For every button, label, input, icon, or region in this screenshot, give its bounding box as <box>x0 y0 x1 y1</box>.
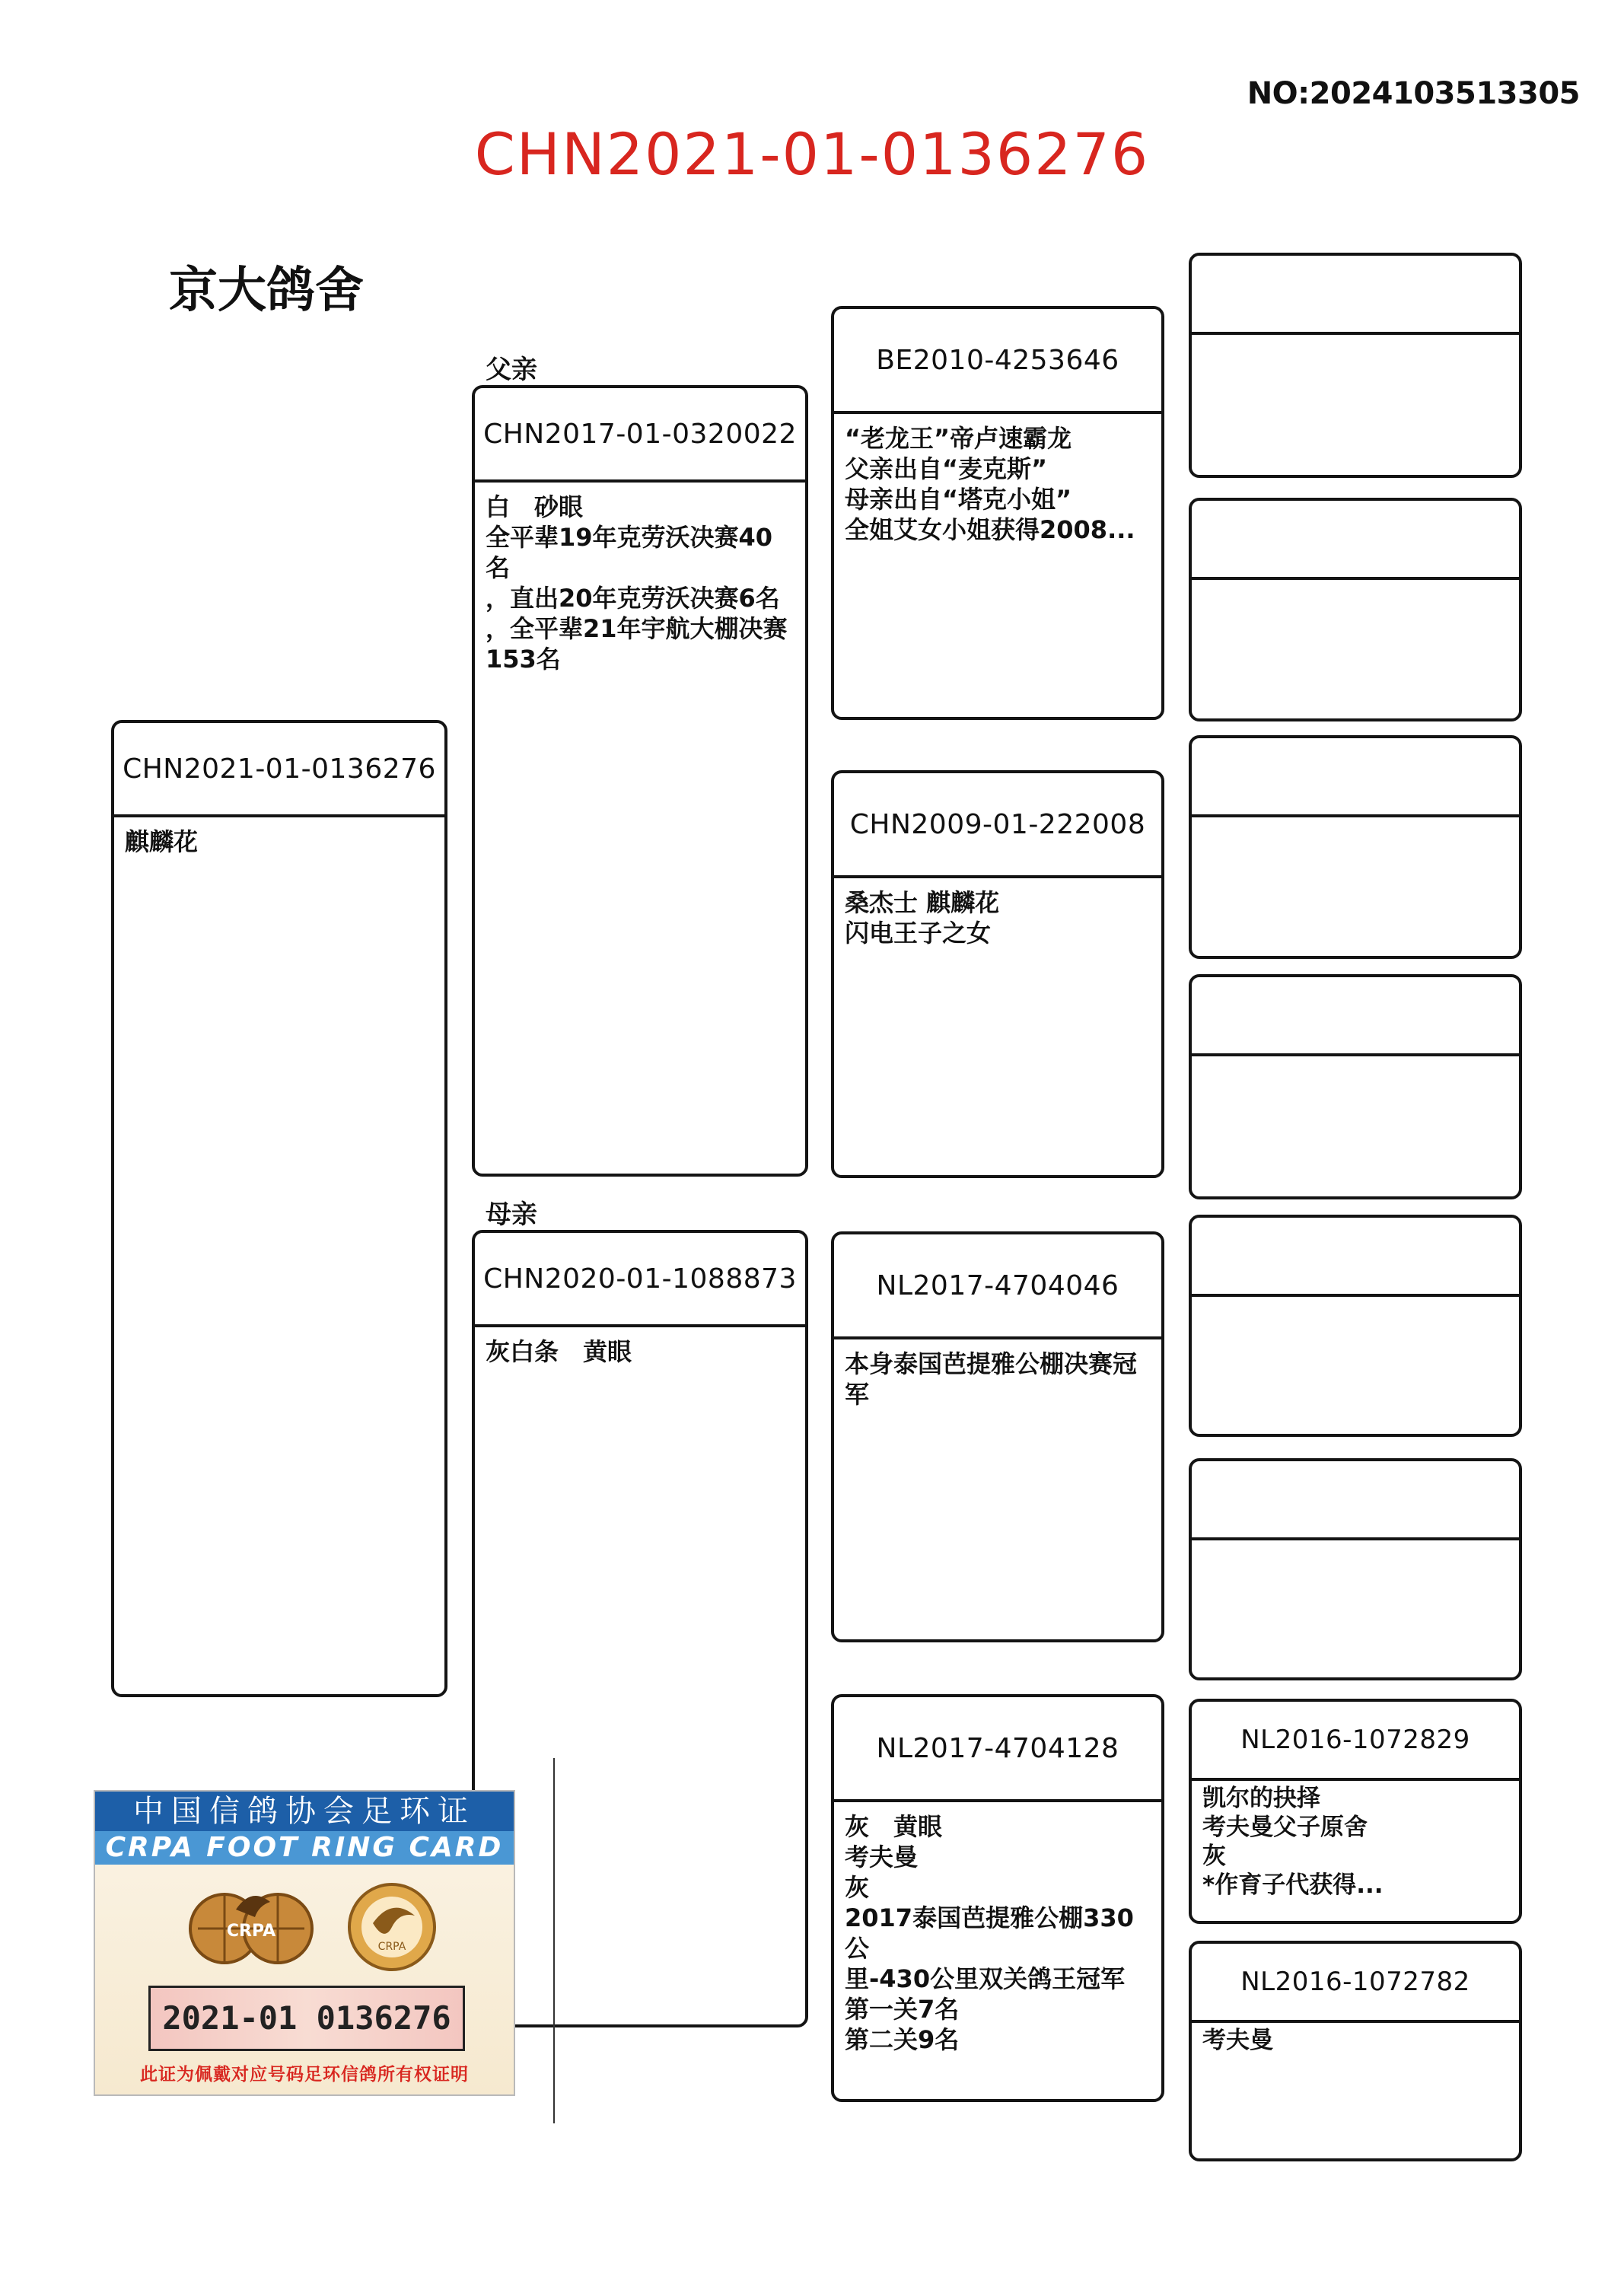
gen4-notes-5 <box>1192 1297 1519 1303</box>
mother-ring: CHN2020-01-1088873 <box>475 1233 805 1327</box>
gen3-notes-1: “老龙王”帝卢速霸龙 父亲出自“麦克斯” 母亲出自“塔克小姐” 全姐艾女小姐获得2008... <box>845 424 1135 544</box>
gen4-ring-7: NL2016-1072829 <box>1192 1702 1519 1781</box>
crpa-seal-logo-text: CRPA <box>377 1941 406 1953</box>
gen4-notes-6 <box>1192 1540 1519 1546</box>
crpa-globe-logo-icon <box>183 1883 320 1967</box>
gen4-notes-8: 考夫曼 <box>1202 2027 1273 2054</box>
loft-name: 京大鸽舍 <box>169 263 364 319</box>
ring-card <box>94 1790 515 2096</box>
gen4-box-2 <box>1189 498 1522 721</box>
ring-card-number: 2021-01 0136276 <box>162 1999 451 2037</box>
gen3-ring-1: BE2010-4253646 <box>834 309 1161 414</box>
gen4-box-8 <box>1189 1941 1522 2161</box>
father-label: 父亲 <box>486 355 537 385</box>
gen3-notes-4: 灰 黄眼 考夫曼 灰 2017泰国芭提雅公棚330公 里-430公里双关鸽王冠军 第一关7名 第二关9名 <box>845 1812 1134 2054</box>
gen3-notes-2: 桑杰士 麒麟花 闪电王子之女 <box>845 888 1000 948</box>
crpa-globe-logo-text: CRPA <box>226 1922 276 1941</box>
gen3-box-3 <box>831 1231 1164 1642</box>
gen4-notes-7: 凯尔的抉择 考夫曼父子原舍 灰 *作育子代获得... <box>1202 1785 1384 1899</box>
ring-card-title-en: CRPA FOOT RING CARD <box>95 1831 514 1865</box>
ring-card-note: 此证为佩戴对应号码足环信鸽所有权证明 <box>140 2065 469 2085</box>
father-notes: 白 砂眼 全平辈19年克劳沃决赛40名 ，直出20年克劳沃决赛6名 ，全平辈21年宇航大棚决赛 153名 <box>486 492 788 674</box>
subject-notes: 麒麟花 <box>125 827 199 856</box>
gen4-ring-5 <box>1192 1218 1519 1297</box>
gen4-ring-8: NL2016-1072782 <box>1192 1944 1519 2023</box>
gen4-box-4 <box>1189 974 1522 1199</box>
gen4-ring-6 <box>1192 1461 1519 1540</box>
gen3-ring-3: NL2017-4704046 <box>834 1234 1161 1339</box>
gen3-box-4 <box>831 1694 1164 2102</box>
document-number: NO:2024103513305 <box>1247 76 1580 111</box>
gen3-box-1 <box>831 306 1164 720</box>
gen4-notes-1 <box>1192 335 1519 341</box>
gen4-box-3 <box>1189 735 1522 959</box>
gen4-box-6 <box>1189 1458 1522 1680</box>
gen4-ring-4 <box>1192 977 1519 1056</box>
gen4-ring-3 <box>1192 738 1519 817</box>
gen3-box-2 <box>831 770 1164 1178</box>
mother-label: 母亲 <box>486 1199 537 1230</box>
gen4-ring-2 <box>1192 501 1519 580</box>
crpa-seal-logo-icon <box>346 1881 438 1973</box>
subject-ring: CHN2021-01-0136276 <box>114 723 444 817</box>
ring-card-number-box <box>148 1986 465 2051</box>
gen3-notes-3: 本身泰国芭提雅公棚决赛冠 军 <box>845 1349 1138 1409</box>
father-box <box>472 385 808 1177</box>
gen4-box-7 <box>1189 1699 1522 1924</box>
gen4-notes-3 <box>1192 817 1519 823</box>
gen4-box-1 <box>1189 253 1522 478</box>
gen4-box-5 <box>1189 1215 1522 1437</box>
scan-edge-line <box>553 1758 555 2123</box>
gen3-ring-4: NL2017-4704128 <box>834 1697 1161 1802</box>
gen4-ring-1 <box>1192 256 1519 335</box>
subject-box <box>111 720 447 1697</box>
gen3-ring-2: CHN2009-01-222008 <box>834 773 1161 878</box>
gen4-notes-4 <box>1192 1056 1519 1062</box>
father-ring: CHN2017-01-0320022 <box>475 388 805 483</box>
main-ring-number: CHN2021-01-0136276 <box>474 120 1150 188</box>
gen4-notes-2 <box>1192 580 1519 586</box>
mother-box <box>472 1230 808 2027</box>
ring-card-title-cn: 中国信鸽协会足环证 <box>95 1792 514 1831</box>
mother-notes: 灰白条 黄眼 <box>486 1337 632 1366</box>
